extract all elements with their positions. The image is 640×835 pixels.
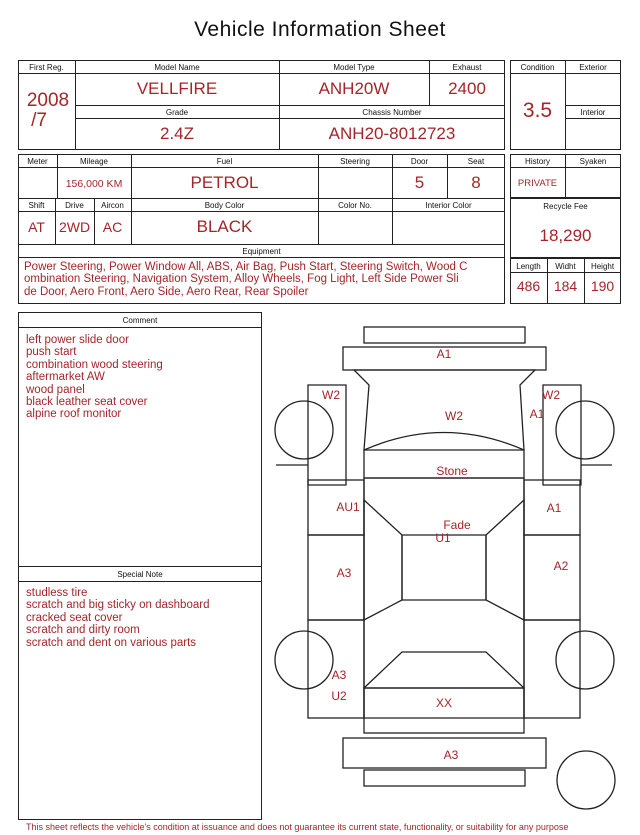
- comment-item: black leather seat cover: [26, 396, 148, 409]
- special-note-item: scratch and dent on various parts: [26, 636, 197, 649]
- seat-label: Seat: [467, 157, 485, 166]
- height-value: 190: [590, 278, 615, 294]
- right-pillar: [486, 500, 524, 620]
- mark-roof-u1: U1: [435, 531, 451, 545]
- mark-w2-right: W2: [542, 388, 560, 402]
- mark-windshield: W2: [445, 409, 463, 423]
- special-note-item: cracked seat cover: [26, 611, 123, 624]
- comment-item: left power slide door: [26, 334, 129, 346]
- chassis-value: ANH20-8012723: [328, 124, 456, 143]
- spare-wheel: [557, 751, 615, 809]
- special-note-item: scratch and dirty room: [26, 624, 140, 637]
- mileage-label: Mileage: [79, 157, 108, 166]
- mark-a3-left-rear: A3: [331, 668, 347, 682]
- body-roof: [364, 478, 524, 688]
- drive-value: 2WD: [58, 219, 91, 235]
- condition-label: Condition: [520, 63, 555, 72]
- interior-color-label: Interior Color: [425, 201, 472, 210]
- aircon-value: AC: [102, 219, 123, 235]
- seat-value: 8: [471, 173, 481, 192]
- exhaust-label: Exhaust: [452, 63, 482, 72]
- condition-value: 3.5: [522, 99, 553, 122]
- rear-lower-bar: [364, 770, 525, 786]
- equipment-line: ombination Steering, Navigation System, Alloy Wheels, Fog Light, Left Side Power Sli: [24, 273, 459, 286]
- recycle-fee-value: 18,290: [539, 226, 592, 245]
- rear-left-wheel: [275, 631, 333, 689]
- comment-item: aftermarket AW: [26, 371, 105, 384]
- left-pillar: [364, 500, 402, 620]
- mark-rear-bumper: A3: [443, 748, 459, 762]
- front-right-wheel: [556, 401, 614, 459]
- special-note-item: studless tire: [26, 587, 88, 599]
- recycle-fee-label: Recycle Fee: [543, 202, 588, 211]
- grade-label: Grade: [165, 108, 189, 117]
- mark-au1-left: AU1: [336, 500, 360, 514]
- door-label: Door: [410, 157, 429, 166]
- mark-u2-left: U2: [331, 689, 347, 703]
- mark-rear-xx: XX: [435, 696, 453, 710]
- first-reg-year: 2008: [26, 90, 70, 111]
- equipment-line: Power Steering, Power Window All, ABS, Air Bag, Push Start, Steering Switch, Wood C: [24, 261, 468, 273]
- first-reg-month: /7: [31, 110, 47, 131]
- shift-label: Shift: [28, 201, 45, 210]
- history-label: History: [525, 157, 550, 166]
- interior-label: Interior: [580, 108, 606, 117]
- grade-value: 2.4Z: [159, 124, 195, 143]
- comment-item: wood panel: [26, 383, 85, 396]
- width-value: 184: [553, 278, 578, 294]
- mark-front-bumper: A1: [436, 347, 452, 361]
- front-left-wheel: [275, 401, 333, 459]
- model-name-label: Model Name: [154, 63, 200, 72]
- mileage-value: 156,000 KM: [65, 178, 123, 190]
- mark-a1-right-door: A1: [546, 501, 562, 515]
- mark-a2-right: A2: [553, 559, 569, 573]
- length-value: 486: [516, 278, 541, 294]
- drive-label: Drive: [65, 201, 84, 210]
- comment-item: alpine roof monitor: [26, 408, 122, 421]
- body-color-label: Body Color: [204, 201, 245, 210]
- comment-item: push start: [26, 346, 77, 359]
- special-note-label: Special Note: [117, 570, 163, 579]
- steering-label: Steering: [340, 157, 370, 166]
- model-name-value: VELLFIRE: [136, 79, 218, 98]
- fuel-value: PETROL: [190, 173, 259, 192]
- equipment-label: Equipment: [242, 247, 281, 256]
- exhaust-value: 2400: [448, 79, 486, 98]
- shift-value: AT: [28, 219, 45, 235]
- aircon-label: Aircon: [101, 201, 124, 210]
- right-rear-door: [524, 535, 580, 620]
- special-note-item: scratch and big sticky on dashboard: [26, 599, 210, 612]
- disclaimer-footer: This sheet reflects the vehicle's condition at issuance and does not guarantee its current state, functionality, or suitability for any purpose: [26, 822, 569, 832]
- body-color-value: BLACK: [196, 217, 253, 236]
- model-type-value: ANH20W: [318, 79, 390, 98]
- equipment-line: de Door, Aero Front, Aero Side, Aero Rear, Rear Spoiler: [24, 285, 309, 298]
- exterior-label: Exterior: [579, 63, 607, 72]
- history-value: PRIVATE: [517, 178, 558, 189]
- door-value: 5: [414, 173, 425, 192]
- syaken-label: Syaken: [579, 157, 607, 166]
- mark-hood: Stone: [436, 464, 468, 478]
- tailgate: [364, 688, 524, 733]
- meter-label: Meter: [27, 157, 48, 166]
- color-no-label: Color No.: [338, 201, 372, 210]
- rear-right-wheel: [556, 631, 614, 689]
- comment-item: combination wood steering: [26, 358, 163, 371]
- fuel-label: Fuel: [216, 157, 233, 166]
- mark-a1-right-top: A1: [529, 407, 545, 421]
- mark-w2-left: W2: [322, 388, 340, 402]
- first-reg-label: First Reg.: [29, 63, 64, 72]
- model-type-label: Model Type: [333, 63, 375, 72]
- height-label: Height: [590, 262, 615, 271]
- length-label: Length: [516, 262, 541, 271]
- mark-roof-fade: Fade: [443, 518, 471, 532]
- chassis-label: Chassis Number: [362, 108, 422, 117]
- comment-label: Comment: [122, 316, 158, 325]
- width-label: Widht: [555, 262, 576, 271]
- front-upper-bar: [364, 327, 525, 343]
- mark-a3-left: A3: [336, 566, 352, 580]
- page-title: Vehicle Information Sheet: [194, 18, 446, 41]
